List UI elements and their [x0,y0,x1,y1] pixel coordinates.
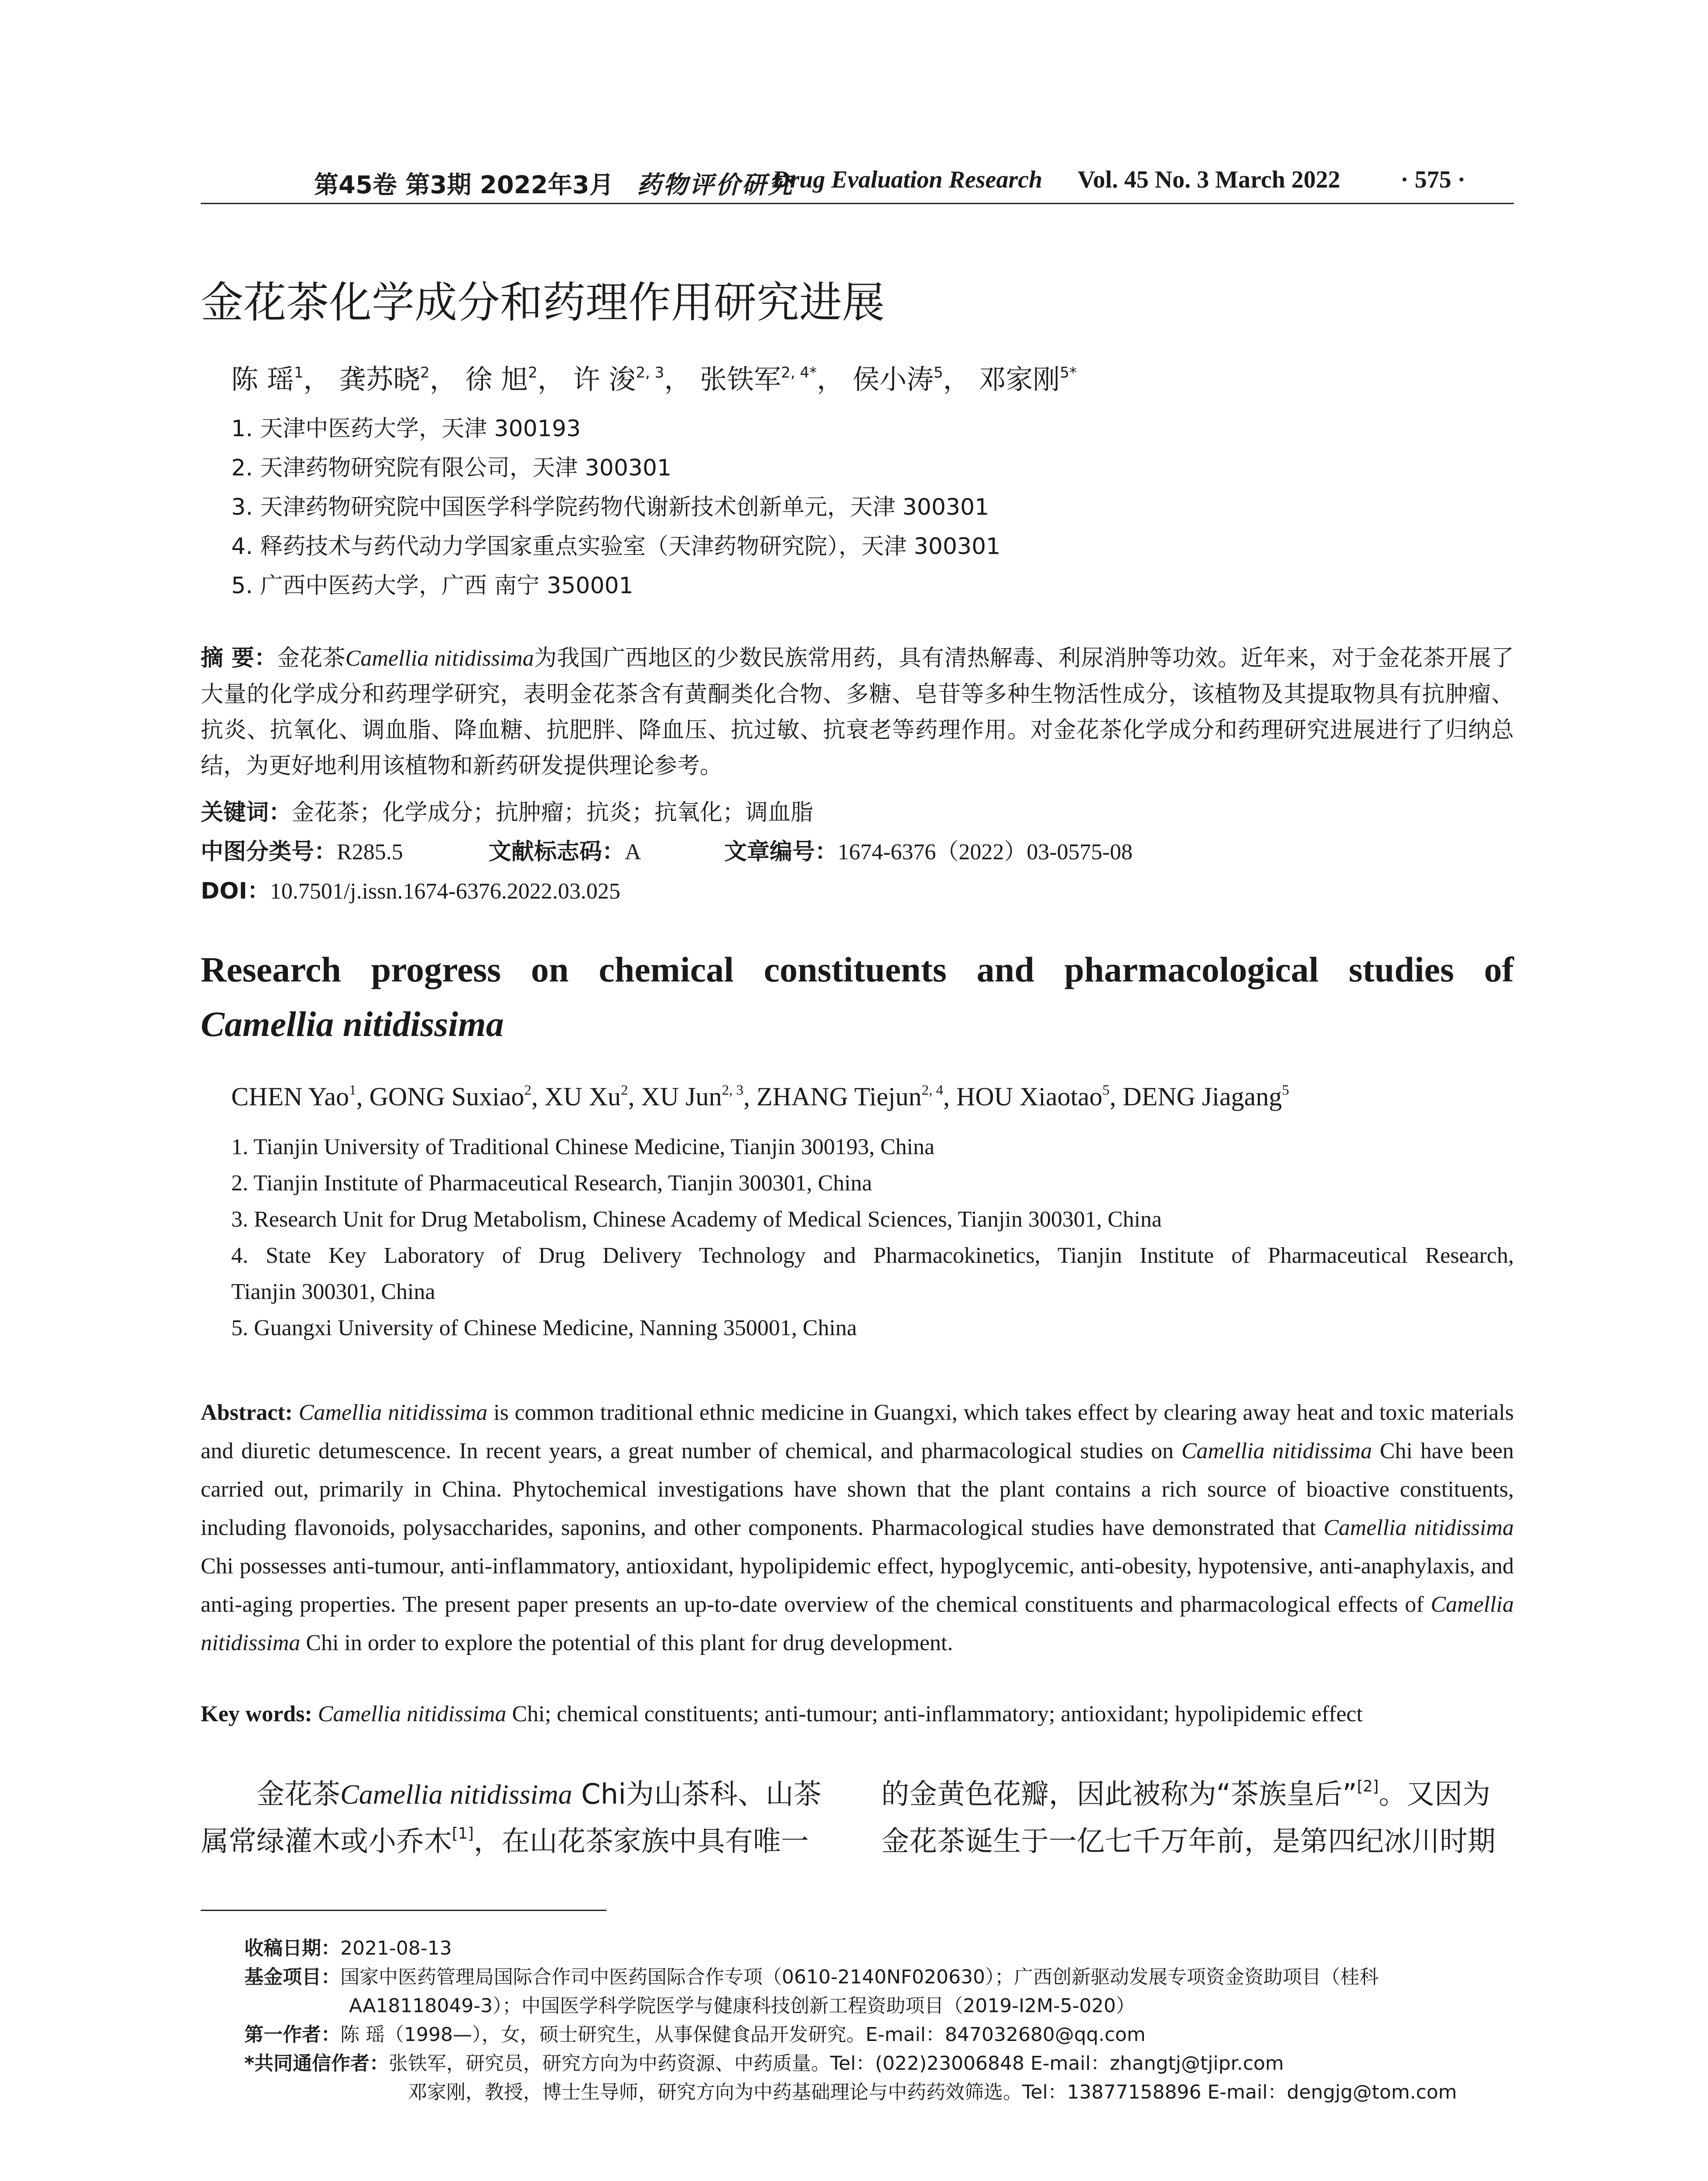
footnote-received: 收稿日期：2021-08-13 [244,1937,452,1959]
citation-ref[interactable]: [2] [1357,1777,1379,1795]
abstract-cn-label: 摘 要： [201,645,277,671]
article-number: 文章编号：1674-6376（2022）03-0575-08 [724,839,1133,865]
doi-link[interactable]: 10.7501/j.issn.1674-6376.2022.03.025 [270,879,620,904]
affiliation-cn: 3. 天津药物研究院中国医学科学院药物代谢新技术创新单元，天津 300301 [231,494,989,520]
footnote-first-author: 第一作者：陈 瑶（1998—），女，硕士研究生，从事保健食品开发研究。E-mail：847032680@qq.com [244,2024,1146,2046]
clc-number: R285.5 [337,840,403,865]
author-cn: 张铁军$^{2, 4*}$ [700,363,817,395]
affiliation-en: 3. Research Unit for Drug Metabolism, Chinese Academy of Medical Sciences, Tianjin 300301, China [231,1207,1162,1232]
doi-line: DOI：10.7501/j.issn.1674-6376.2022.03.025 [201,878,620,904]
author-en: GONG Suxiao$^2$ [369,1082,532,1111]
author-en: CHEN Yao$^1$ [231,1082,356,1111]
footnote-fund-cont: AA18118049-3）；中国医学科学院医学与健康科技创新工程资助项目（2019-I2M-5-020） [349,1995,1135,2017]
abstract-en: Abstract: Camellia nitidissima is common traditional ethnic medicine in Guangxi, which takes effect by clearing away heat and toxic materials and diuretic detumescence. In recent years, a great number of chemical, and pharmacological studies on Camellia nitidissima Chi have been carried out, primarily in China. Phytochemical investigations have shown that the plant contains a rich source of bioactive constituents, including flavonoids, polysaccharides, saponins, and other components. Pharmacological studies have demonstrated that Camellia nitidissima Chi possesses anti-tumour, anti-inflammatory, antioxidant, hypolipidemic effect, hypoglycemic, anti-obesity, hypotensive, anti-anaphylaxis, and anti-aging properties. The present paper presents an up-to-date overview of the chemical constituents and pharmacological effects of Camellia nitidissima Chi in order to explore the potential of this plant for drug development. [201,1400,1514,1655]
affiliation-en: 5. Guangxi University of Chinese Medicine, Nanning 350001, China [231,1316,857,1340]
author-en: XU Jun$^{2, 3}$ [641,1082,744,1111]
footnote-corresponding-2: 邓家刚，教授，博士生导师，研究方向为中药基础理论与中药药效筛选。Tel：13877158896 E-mail：dengjg@tom.com [408,2081,1457,2103]
classification-line: 中图分类号：R285.5 [201,839,403,865]
affiliation-en-cont: Tianjin 300301, China [231,1279,435,1304]
abstract-cn: 摘 要：金花茶Camellia nitidissima为我国广西地区的少数民族常用药，具有清热解毒、利尿消肿等功效。近年来，对于金花茶开展了大量的化学成分和药理学研究，表明金花茶含有黄酮类化合物、多糖、皂苷等多种生物活性成分，该植物及其提取物具有抗肿瘤、抗炎、抗氧化、调血脂、降血糖、抗肥胖、降血压、抗过敏、抗衰老等药理作用。对金花茶化学成分和药理研究进展进行了归纳总结，为更好地利用该植物和新药研发提供理论参考。 [201,645,1514,779]
keywords-cn: 关键词：金花茶；化学成分；抗肿瘤；抗炎；抗氧化；调血脂 [201,800,814,826]
issue-en: Vol. 45 No. 3 March 2022 [1078,166,1340,193]
page-number: · 575 · [1400,166,1466,193]
author-en: XU Xu$^2$ [544,1082,628,1111]
footnote-corresponding: *共同通信作者：张铁军，研究员，研究方向为中药资源、中药质量。Tel：(022)23006848 E-mail：zhangtj@tjipr.com [244,2052,1284,2075]
affiliation-en: 2. Tianjin Institute of Pharmaceutical Research, Tianjin 300301, China [231,1171,872,1196]
title-en: Research progress on chemical constituents and pharmacological studies of Camellia nitidissima [201,950,1514,1044]
author-en: HOU Xiaotao$^5$ [956,1082,1110,1111]
authors-cn: 陈 瑶$^1$， 龚苏晓$^2$， 徐 旭$^2$， 许 浚$^{2, 3}$， 张铁军$^{2, 4*}$， 侯小涛$^5$， 邓家刚$^{5*}$ [231,363,1077,395]
affiliation-cn: 1. 天津中医药大学，天津 300193 [231,416,581,442]
footnote-rule [201,1910,606,1911]
document-code: 文献标志码：A [489,839,641,865]
author-en: ZHANG Tiejun$^{2, 4}$ [756,1082,943,1111]
title-cn: 金花茶化学成分和药理作用研究进展 [201,278,885,328]
body-column-left: 金花茶Camellia nitidissima Chi为山茶科、山茶 属常绿灌木或小乔木[1]，在山花茶家族中具有唯一 [201,1778,821,1858]
author-cn: 许 浚$^{2, 3}$ [573,363,664,395]
affiliation-cn: 4. 释药技术与药代动力学国家重点实验室（天津药物研究院），天津 300301 [231,533,1001,560]
author-cn: 龚苏晓$^2$ [339,363,430,395]
authors-en: CHEN Yao$^1$, GONG Suxiao$^2$, XU Xu$^2$, XU Jun$^{2, 3}$, ZHANG Tiejun$^{2, 4}$, HOU Xiaotao$^5$, DENG Jiagang$^5$ [231,1082,1289,1111]
author-cn: 徐 旭$^2$ [465,363,537,395]
journal-name-en: Drug Evaluation Research [772,166,1043,193]
author-cn: 陈 瑶$^1$ [231,363,304,395]
header-rule [201,203,1514,204]
running-header [201,166,1514,205]
footnote-fund: 基金项目：国家中医药管理局国际合作司中医药国际合作专项（0610-2140NF020630）；广西创新驱动发展专项资金资助项目（桂科 [244,1966,1379,1988]
affiliation-cn: 2. 天津药物研究院有限公司，天津 300301 [231,455,672,481]
keywords-en: Key words: Camellia nitidissima Chi; chemical constituents; anti-tumour; anti-inflammatory; antioxidant; hypolipidemic effect [201,1702,1363,1726]
body-column-right: 的金黄色花瓣，因此被称为“茶族皇后”[2]。又因为 金花茶诞生于一亿七千万年前，是第四纪冰川时期 [881,1777,1496,1858]
author-cn: 侯小涛$^5$ [852,363,943,395]
keywords-cn-label: 关键词： [201,800,292,826]
affiliation-en: 4. State Key Laboratory of Drug Delivery Technology and Pharmacokinetics, Tianjin Institute of Pharmaceutical Research, [231,1243,1514,1268]
keywords-en-label: Key words: [201,1702,312,1726]
issue-cn: 第45卷 第3期 2022年3月 [314,171,614,199]
affiliation-cn: 5. 广西中医药大学，广西 南宁 350001 [231,573,633,599]
author-cn: 邓家刚$^{5*}$ [979,363,1077,395]
citation-ref[interactable]: [1] [452,1824,474,1843]
abstract-en-label: Abstract: [201,1400,293,1425]
journal-logo-cn: 药物评价研究 [637,171,794,199]
affiliation-en: 1. Tianjin University of Traditional Chinese Medicine, Tianjin 300193, China [231,1135,935,1159]
author-en: DENG Jiagang$^5$ [1123,1082,1289,1111]
